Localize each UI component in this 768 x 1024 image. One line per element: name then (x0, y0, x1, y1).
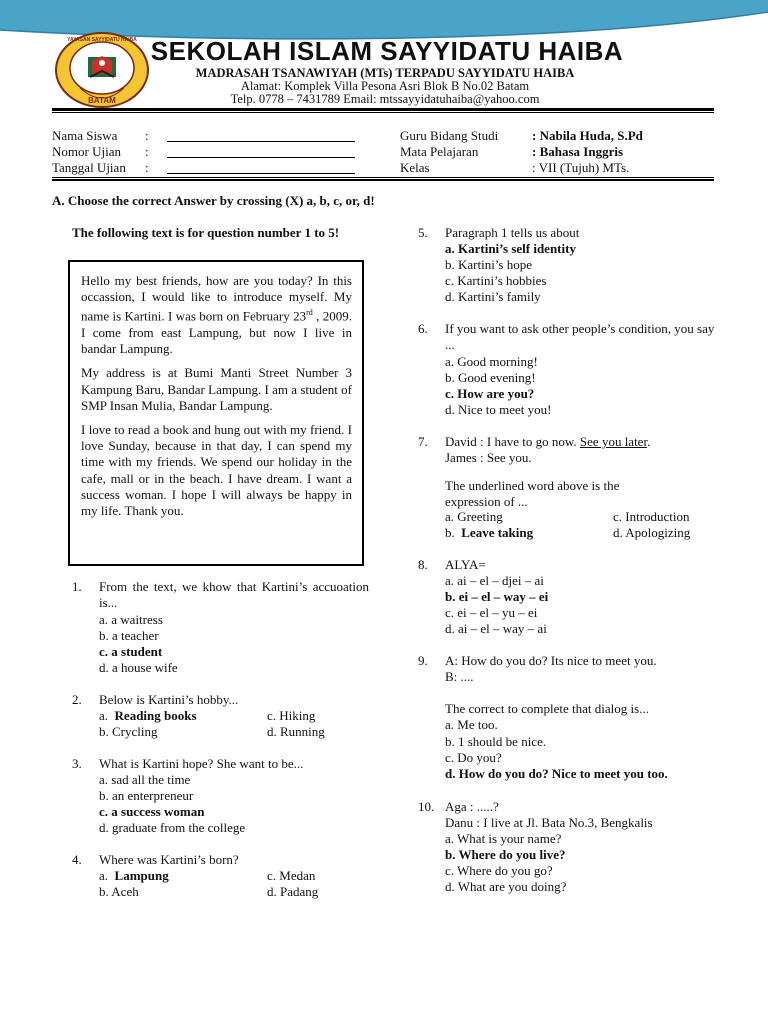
option-c[interactable]: c. Hiking (267, 708, 316, 723)
question-number: 2. (72, 692, 82, 707)
question-number: 4. (72, 852, 82, 867)
dialog-line-2: Danu : I live at Jl. Bata No.3, Bengkalis (445, 815, 653, 830)
question-5 (418, 225, 718, 309)
question-2 (72, 692, 368, 742)
option-c[interactable]: c. Medan (267, 868, 316, 883)
dialog-line-1: David : I have to go now. See you later. (445, 434, 651, 449)
info-label-nama: Nama Siswa (52, 128, 118, 143)
info-divider-thick (52, 179, 714, 181)
question-stem: The underlined word above is the expression of ... (445, 478, 620, 509)
option-c[interactable]: c. Kartini’s hobbies (445, 273, 547, 288)
option-d[interactable]: d. a house wife (99, 660, 178, 675)
info-label-mapel: Mata Pelajaran (400, 144, 479, 159)
question-1 (72, 579, 368, 679)
question-6 (418, 321, 718, 421)
info-colon-nomor: : (145, 144, 149, 159)
option-a[interactable]: a. ai – el – djei – ai (445, 573, 544, 588)
info-label-kelas: Kelas (400, 160, 430, 175)
info-value-guru: : Nabila Huda, S.Pd (532, 128, 643, 143)
question-4 (72, 852, 368, 902)
info-colon-tanggal: : (145, 160, 149, 175)
question-10 (418, 799, 718, 899)
info-value-kelas: : VII (Tujuh) MTs. (532, 160, 630, 175)
info-value-mapel: : Bahasa Inggris (532, 144, 624, 159)
option-b[interactable]: b. an enterpreneur (99, 788, 194, 803)
option-b[interactable]: b. Crycling (99, 724, 158, 739)
option-d[interactable]: d. Padang (267, 884, 319, 899)
option-b-answer[interactable]: b. Leave taking (445, 525, 534, 540)
question-stem: From the text, we khow that Kartini’s accuoation is... (99, 579, 369, 610)
question-stem: What is Kartini hope? She want to be... (99, 756, 304, 771)
option-b-answer[interactable]: b. ei – el – way – ei (445, 589, 549, 604)
option-a-answer[interactable]: a. Kartini’s self identity (445, 241, 576, 256)
option-b[interactable]: b. Kartini’s hope (445, 257, 533, 272)
header-divider (52, 108, 714, 111)
question-stem: The correct to complete that dialog is... (445, 701, 649, 716)
question-number: 3. (72, 756, 82, 771)
logo-text-bottom: BATAM (88, 96, 116, 105)
underlined-expression: See you later (579, 434, 648, 449)
option-d[interactable]: d. Nice to meet you! (445, 402, 552, 417)
question-stem: Below is Kartini’s hobby... (99, 692, 239, 707)
passage-paragraph-1: Hello my best friends, how are you today? In this occassion, I would like to introduce myself. My name is Kartini. I was born on February 23rd , 2009. I come from east Lampung, but now I live in bandar Lampung. (81, 273, 353, 357)
question-stem: If you want to ask other people’s condition, you say ... (445, 321, 715, 352)
option-a[interactable]: a. Good morning! (445, 354, 538, 369)
option-a[interactable]: a. Greeting (445, 509, 503, 524)
option-c[interactable]: c. ei – el – yu – ei (445, 605, 538, 620)
dialog-line-2: James : See you. (445, 450, 532, 465)
logo-text-top: YAYASAN SAYYIDATU HAIBA (67, 37, 137, 43)
info-divider (52, 177, 714, 178)
passage-title: The following text is for question number 1 to 5! (72, 225, 340, 240)
question-number: 10. (418, 799, 435, 814)
question-stem: Paragraph 1 tells us about (445, 225, 580, 240)
dialog-line-1: A: How do you do? Its nice to meet you. (445, 653, 657, 668)
option-d-answer[interactable]: d. How do you do? Nice to meet you too. (445, 766, 668, 781)
question-7 (418, 434, 718, 544)
option-a-answer[interactable]: a. Reading books (99, 708, 197, 723)
reading-passage (68, 260, 364, 566)
option-b[interactable]: b. 1 should be nice. (445, 734, 547, 749)
question-number: 6. (418, 321, 428, 336)
question-stem: Where was Kartini’s born? (99, 852, 239, 867)
header-divider-thin (52, 112, 714, 113)
option-d[interactable]: d. Apologizing (613, 525, 691, 540)
option-c-answer[interactable]: c. a student (99, 644, 163, 659)
info-label-tanggal: Tanggal Ujian (52, 160, 126, 175)
option-c-answer[interactable]: c. How are you? (445, 386, 535, 401)
option-a[interactable]: a. sad all the time (99, 772, 191, 787)
question-stem: ALYA= (445, 557, 486, 572)
passage-paragraph-2: My address is at Bumi Manti Street Number 3 Kampung Baru, Bandar Lampung. I am a student of SMP Insan Mulia, Bandar Lampung. (81, 365, 352, 413)
option-a[interactable]: a. What is your name? (445, 831, 562, 846)
info-label-nomor: Nomor Ujian (52, 144, 121, 159)
option-c[interactable]: c. Introduction (613, 509, 690, 524)
option-b[interactable]: b. Aceh (99, 884, 139, 899)
option-a[interactable]: a. a waitress (99, 612, 163, 627)
option-c-answer[interactable]: c. a success woman (99, 804, 205, 819)
info-blank-tanggal[interactable] (167, 173, 355, 174)
info-blank-nomor[interactable] (167, 157, 355, 158)
info-colon-nama: : (145, 128, 149, 143)
option-d[interactable]: d. ai – el – way – ai (445, 621, 547, 636)
option-c[interactable]: c. Do you? (445, 750, 502, 765)
info-label-guru: Guru Bidang Studi (400, 128, 499, 143)
school-address: Alamat: Komplek Villa Pesona Asri Blok B No.02 Batam (240, 79, 530, 93)
option-d[interactable]: d. What are you doing? (445, 879, 567, 894)
passage-paragraph-3: I love to read a book and hung out with my friend. I love Sunday, because in that day, I can spend my time with my friends. We spend our holiday in the cafe, mall or in the beach. I have dream. I want a success woman. I hope I will always be happy in my life. Thank you. (81, 421, 352, 518)
question-number: 7. (418, 434, 428, 449)
option-a[interactable]: a. Me too. (445, 717, 498, 732)
info-blank-nama[interactable] (167, 141, 355, 142)
option-d[interactable]: d. Running (267, 724, 325, 739)
option-d[interactable]: d. graduate from the college (99, 820, 246, 835)
option-d[interactable]: d. Kartini’s family (445, 289, 541, 304)
question-number: 9. (418, 653, 428, 668)
option-b-answer[interactable]: b. Where do you live? (445, 847, 566, 862)
dialog-line-2: B: .... (445, 669, 474, 684)
school-contact: Telp. 0778 – 7431789 Email: mtssayyidatuhaiba@yahoo.com (230, 92, 540, 106)
option-b[interactable]: b. Good evening! (445, 370, 536, 385)
dialog-line-1: Aga : .....? (445, 799, 499, 814)
question-number: 1. (72, 579, 82, 594)
question-3 (72, 756, 368, 840)
instruction: A. Choose the correct Answer by crossing (X) a, b, c, or, d! (52, 193, 375, 208)
option-a-answer[interactable]: a. Lampung (99, 868, 169, 883)
school-name: SEKOLAH ISLAM SAYYIDATU HAIBA (150, 36, 624, 66)
question-number: 8. (418, 557, 428, 572)
question-number: 5. (418, 225, 428, 240)
question-8 (418, 557, 718, 641)
school-subtitle: MADRASAH TSANAWIYAH (MTs) TERPADU SAYYIDATU HAIBA (195, 66, 575, 80)
option-b[interactable]: b. a teacher (99, 628, 159, 643)
option-c[interactable]: c. Where do you go? (445, 863, 553, 878)
question-9 (418, 653, 718, 783)
